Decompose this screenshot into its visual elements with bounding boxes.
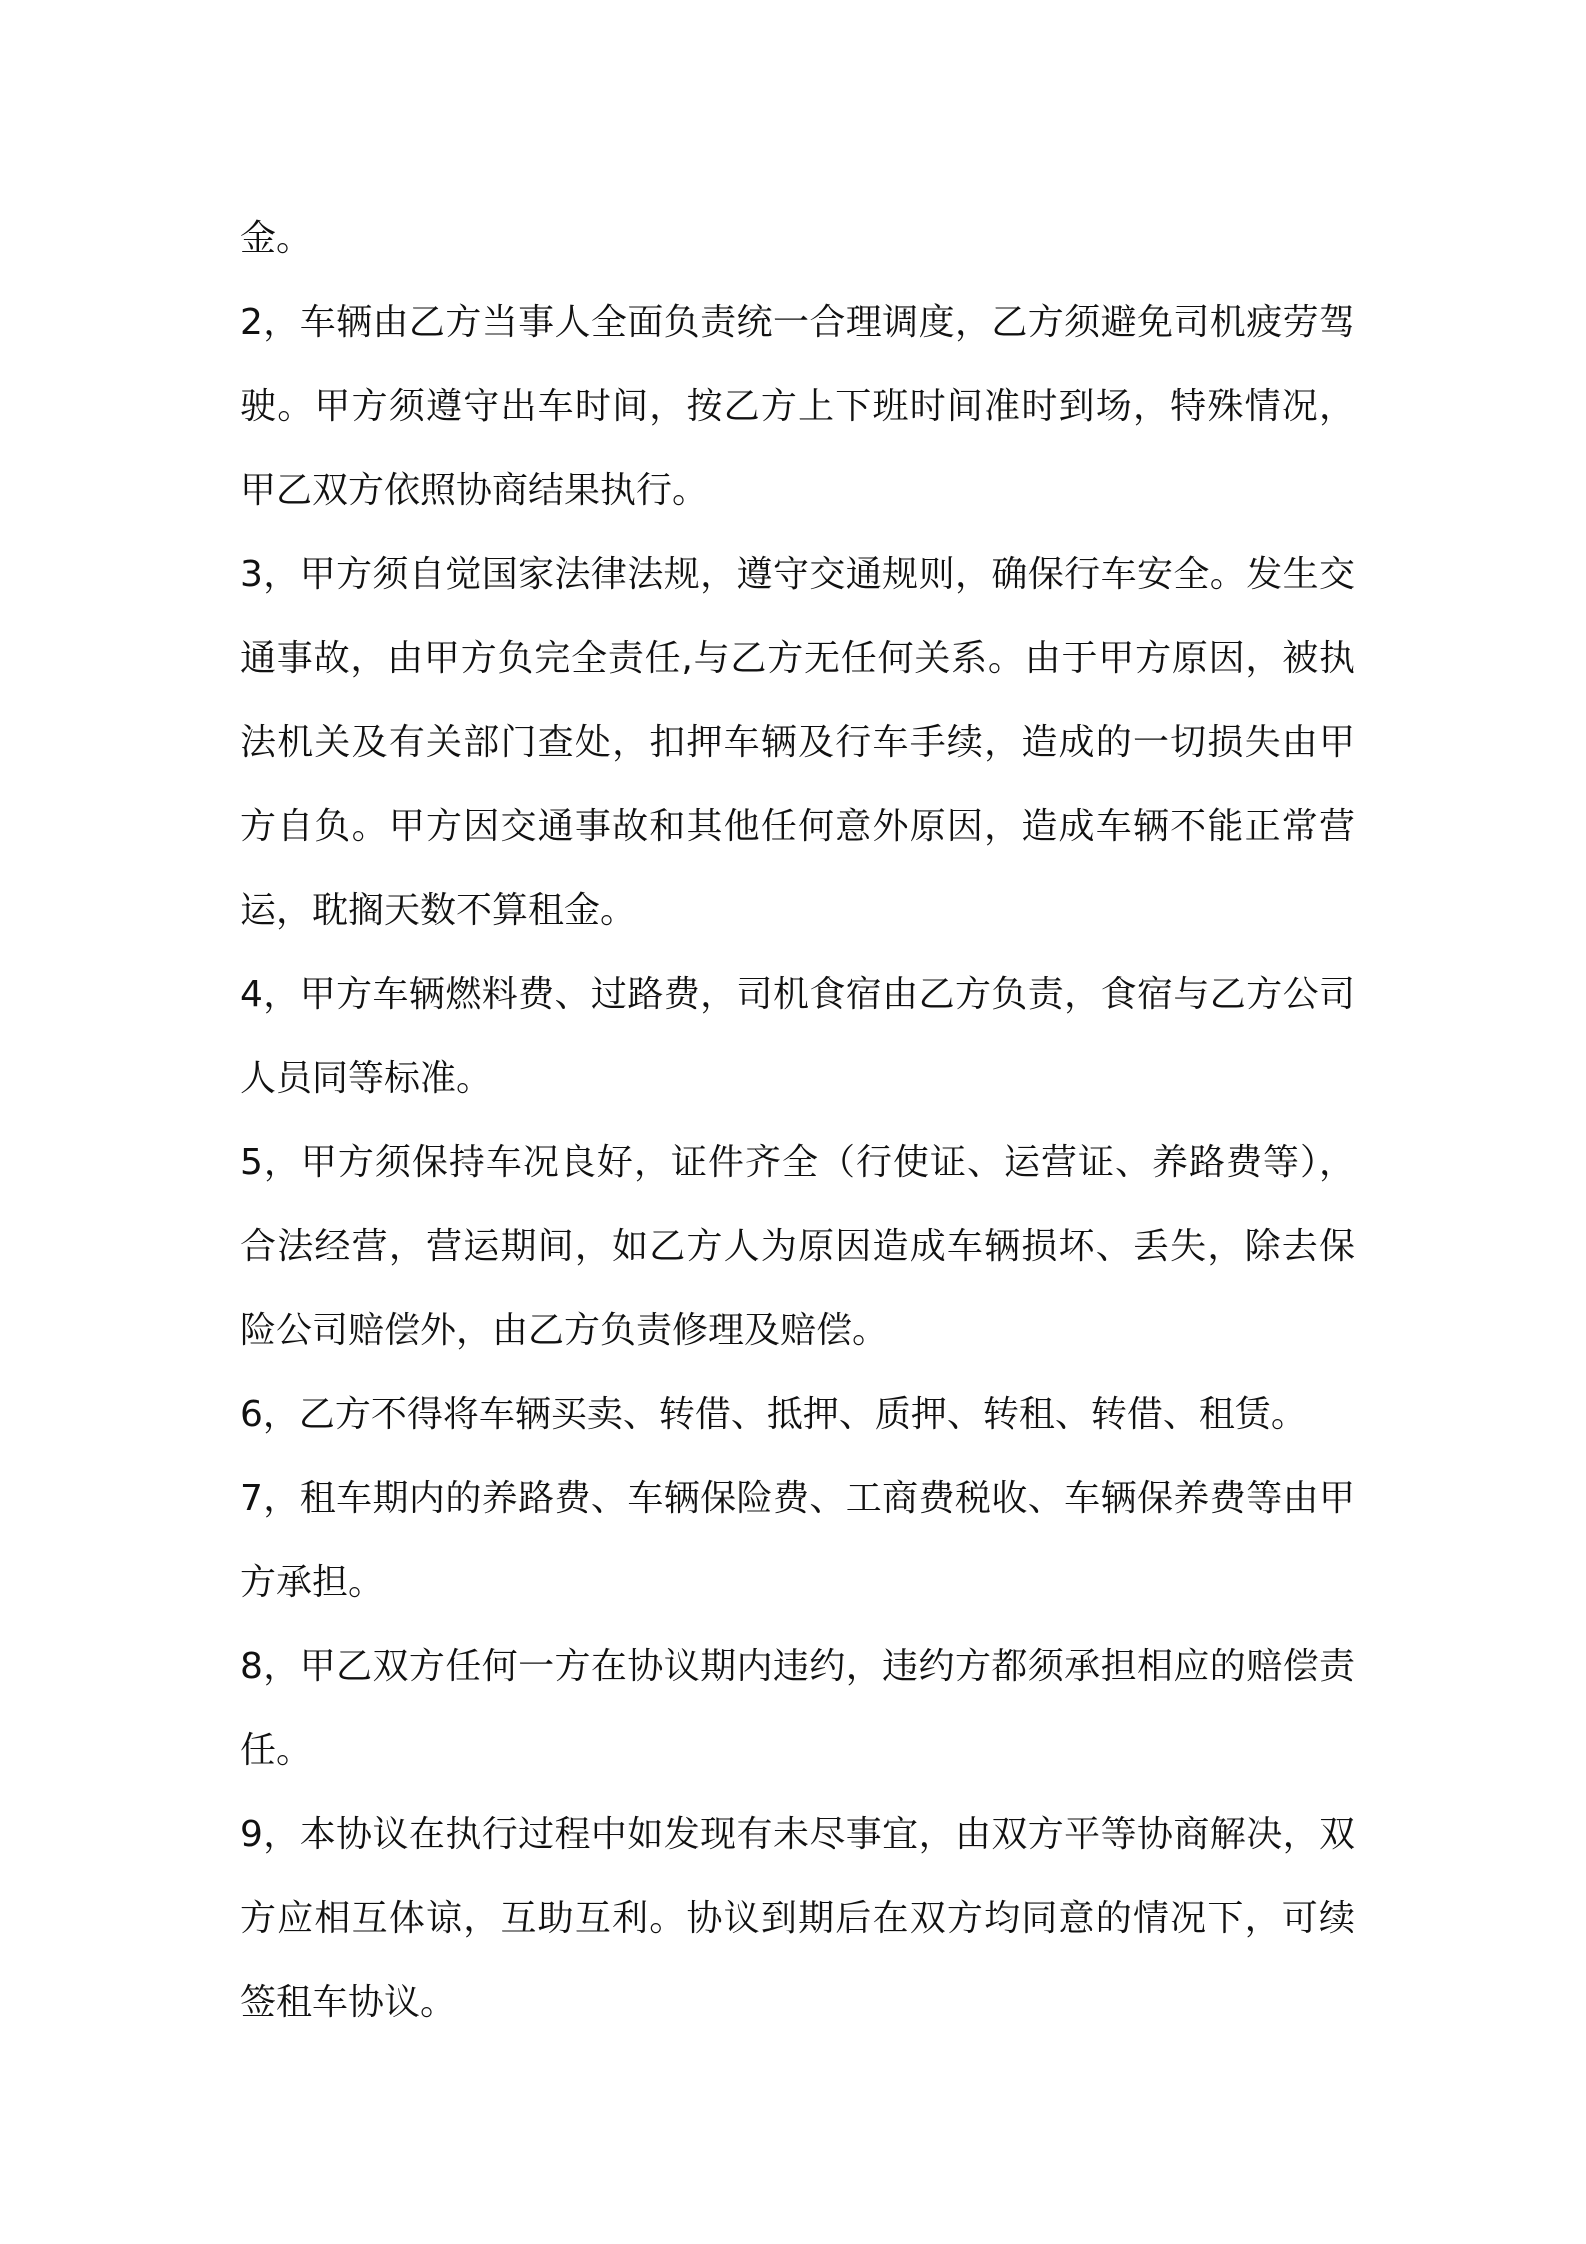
- clause-2: 2，车辆由乙方当事人全面负责统一合理调度，乙方须避免司机疲劳驾驶。甲方须遵守出车时间，按乙方上下班时间准时到场，特殊情况，甲乙双方依照协商结果执行。: [240, 302, 1355, 511]
- paragraph-continuation: 金。: [240, 218, 313, 259]
- clause-4: 4，甲方车辆燃料费、过路费，司机食宿由乙方负责，食宿与乙方公司人员同等标准。: [240, 974, 1355, 1099]
- clause-8: 8，甲乙双方任何一方在协议期内违约，违约方都须承担相应的赔偿责任。: [240, 1646, 1355, 1771]
- clause-5: 5，甲方须保持车况良好，证件齐全（行使证、运营证、养路费等），合法经营，营运期间，如乙方人为原因造成车辆损坏、丢失，除去保险公司赔偿外，由乙方负责修理及赔偿。: [240, 1142, 1355, 1351]
- clause-6: 6，乙方不得将车辆买卖、转借、抵押、质押、转租、转借、租赁。: [240, 1394, 1307, 1435]
- clause-7: 7，租车期内的养路费、车辆保险费、工商费税收、车辆保养费等由甲方承担。: [240, 1478, 1355, 1603]
- document-body: [240, 197, 1355, 2045]
- clause-9: 9，本协议在执行过程中如发现有未尽事宜，由双方平等协商解决，双方应相互体谅，互助互利。协议到期后在双方均同意的情况下，可续签租车协议。: [240, 1814, 1355, 2023]
- clause-3: 3，甲方须自觉国家法律法规，遵守交通规则，确保行车安全。发生交通事故，由甲方负完全责任,与乙方无任何关系。由于甲方原因，被执法机关及有关部门查处，扣押车辆及行车手续，造成的一切损失由甲方自负。甲方因交通事故和其他任何意外原因，造成车辆不能正常营运，耽搁天数不算租金。: [240, 554, 1355, 931]
